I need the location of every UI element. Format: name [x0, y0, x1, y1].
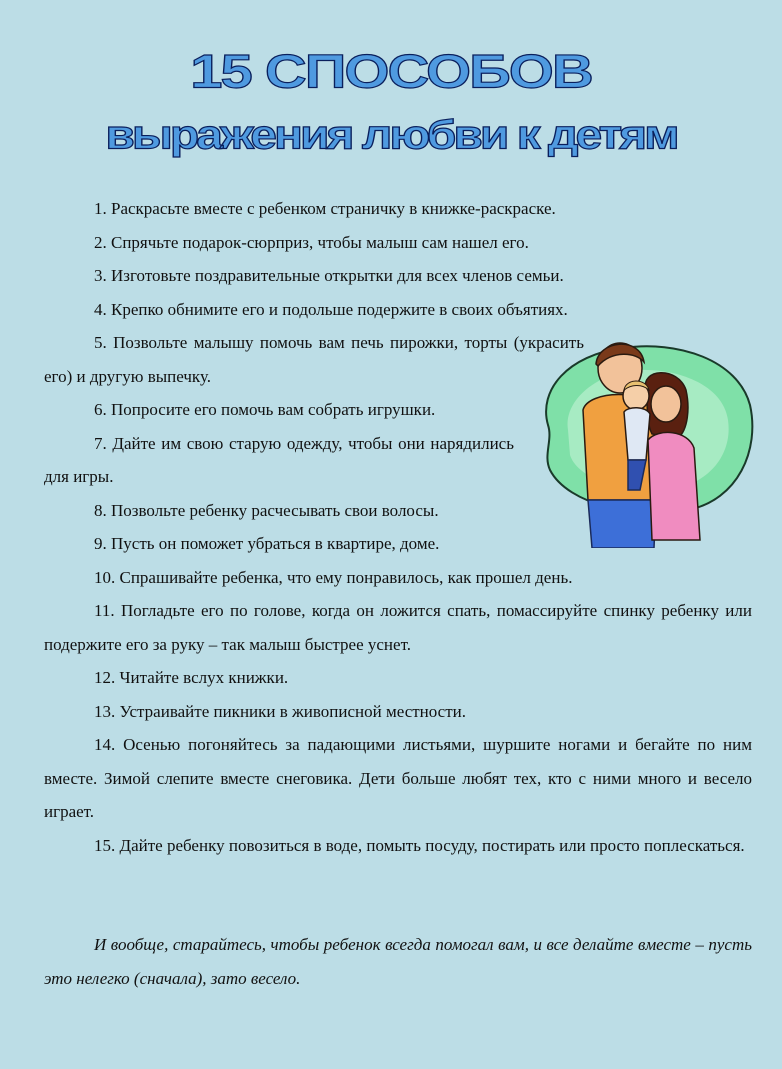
list-item: 6. Попросите его помочь вам собрать игрушки. [94, 400, 436, 419]
list-item: 2. Спрячьте подарок-сюрприз, чтобы малыш сам нашел его. [94, 232, 529, 252]
list-item: 7. Дайте им свою старую одежду, чтобы они нарядились для игры. [44, 433, 514, 486]
page-title-line2: выражения любви к детям [105, 112, 677, 159]
family-hug-illustration [528, 330, 758, 548]
list-item: 13. Устраивайте пикники в живописной местности. [94, 701, 467, 721]
closing-note: И вообще, старайтесь, чтобы ребенок всегда помогал вам, и все делайте вместе – пусть это нелегко (сначала), зато весело. [44, 935, 752, 988]
list-item: 10. Спрашивайте ребенка, что ему понравилось, как прошел день. [94, 567, 573, 587]
list-item: 14. Осенью погоняйтесь за падающими листьями, шуршите ногами и бегайте по ним вместе. Зимой слепите вместе снеговика. Дети больше любят тех, кто с ними много и весело играет. [44, 735, 752, 821]
list-item: 15. Дайте ребенку повозиться в воде, помыть посуду, постирать или просто поплескаться. [94, 835, 745, 855]
list-item: 9. Пусть он поможет убраться в квартире, доме. [94, 534, 440, 553]
list-item: 5. Позвольте малышу помочь вам печь пирожки, торты (украсить его) и другую выпечку. [44, 333, 584, 386]
list-item: 11. Погладьте его по голове, когда он ложится спать, помассируйте спинку ребенку или подержите его за руку – так малыш быстрее уснет. [44, 601, 752, 654]
list-item: 12. Читайте вслух книжки. [94, 668, 289, 687]
list-item: 3. Изготовьте поздравительные открытки для всех членов семьи. [94, 266, 564, 285]
list-item: 4. Крепко обнимите его и подольше подержите в своих объятиях. [94, 299, 568, 319]
list-item: 1. Раскрасьте вместе с ребенком страничку в книжке-раскраске. [94, 199, 556, 218]
page-title-line1: 15 СПОСОБОВ [190, 44, 592, 99]
list-item: 8. Позвольте ребенку расчесывать свои волосы. [94, 500, 439, 520]
